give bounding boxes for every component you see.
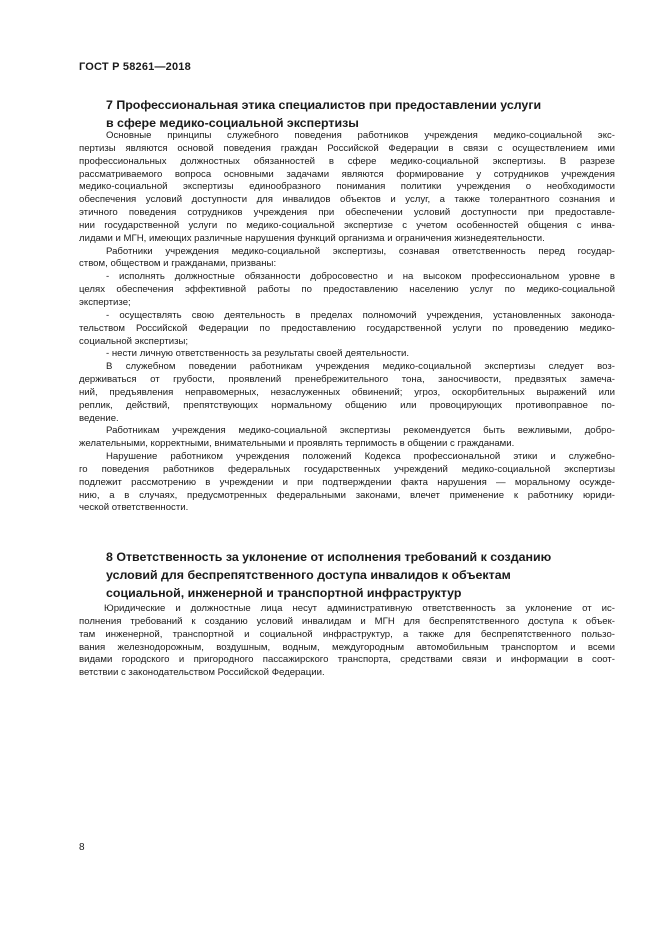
document-header: ГОСТ Р 58261—2018 bbox=[79, 61, 191, 73]
text-line: лидами и МГН, имеющих различные нарушения функций организма и ограничения жизнедеятельности. bbox=[79, 232, 545, 244]
text-line: ний, предъявления неправомерных, незаслуженных обвинений; угроз, оскорбительных выражений или bbox=[79, 386, 615, 398]
heading-line: в сфере медико-социальной экспертизы bbox=[106, 116, 359, 130]
text-line: Нарушение работником учреждения положений Кодекса профессиональной этики и служебно- bbox=[106, 451, 615, 463]
list-item-line: экспертизе; bbox=[79, 296, 131, 308]
heading-line: 7 Профессиональная этика специалистов при предоставлении услуги bbox=[106, 98, 542, 112]
text-line: профессиональных должностных обязанностей в сфере медико-социальной экспертизы. В разрезе bbox=[79, 155, 615, 167]
heading-line: социальной, инженерной и транспортной инфраструктур bbox=[106, 586, 462, 600]
text-line: обеспечения условий доступности для инвалидов объектов и услуг, а также толерантного сознания и bbox=[79, 194, 615, 206]
text-line: держиваться от грубости, проявлений пренебрежительного тона, заносчивости, предвзятых замеча- bbox=[79, 374, 615, 386]
list-item-line: - исполнять должностные обязанности добросовестно и на высоком профессиональном уровне в bbox=[106, 271, 615, 283]
text-line: видами городского и пригородного пассажирского транспорта, средствами связи и информации в соот- bbox=[79, 654, 615, 666]
text-line: вания железнодорожным, воздушным, водным, междугородным автомобильным транспортом и всеми bbox=[79, 641, 615, 653]
text-line: Работникам учреждения медико-социальной экспертизы рекомендуется быть вежливыми, добро- bbox=[106, 425, 615, 437]
text-line: рассматриваемого вопроса основными задачами являются формирование у сотрудников учреждения bbox=[79, 168, 615, 180]
text-line: ством, обществом и гражданами, призваны: bbox=[79, 258, 277, 270]
text-line: этичного поведения сотрудников учреждения при обеспечении условий доступности при предоставле- bbox=[79, 207, 615, 219]
text-line: реплик, действий, препятствующих нормальному общению или провоцирующих противоправное по- bbox=[79, 399, 615, 411]
list-item-line: целях обеспечения эффективной работы по предоставлению населению услуг по медико-социальной bbox=[79, 284, 615, 296]
page-number: 8 bbox=[79, 842, 85, 853]
section-8-heading bbox=[106, 548, 606, 602]
heading-line: условий для беспрепятственного доступа инвалидов к объектам bbox=[106, 568, 511, 582]
text-line: подлежит рассмотрению в учреждении и при подтверждении факта нарушения — моральному осужде- bbox=[79, 476, 615, 488]
text-line: желательными, корректными, внимательными и проявлять терпимость в общении с гражданами. bbox=[79, 438, 515, 450]
text-line: ческой ответственности. bbox=[79, 502, 189, 514]
text-line: Основные принципы служебного поведения работников учреждения медико-социальной экс- bbox=[106, 130, 615, 141]
text-line: нию, а в случаях, предусмотренных федеральными законами, влечет применение к работнику юриди- bbox=[79, 489, 615, 501]
text-line: медико-социальной экспертизы единообразного понимания политики учреждения о необходимости bbox=[79, 181, 615, 193]
list-item-line: социальной экспертизы; bbox=[79, 335, 189, 347]
text-line: пертизы являются основой поведения граждан Российской Федерации в связи с осуществлением ими bbox=[79, 142, 615, 154]
list-item-line: тельством Российской Федерации по предоставлению государственной услуги по проведению медико- bbox=[79, 322, 615, 334]
list-item-line: - осуществлять свою деятельность в пределах полномочий учреждения, установленных законода- bbox=[106, 309, 615, 321]
text-line: ведение. bbox=[79, 412, 119, 424]
text-line: там инженерной, транспортной и социальной инфраструктур, а также для беспрепятственного пользо- bbox=[79, 628, 615, 640]
text-line: Юридические и должностные лица несут административную ответственность за уклонение от ис- bbox=[104, 603, 615, 614]
text-line: ветствии с законодательством Российской Федерации. bbox=[79, 667, 325, 679]
section-7-body bbox=[79, 130, 615, 515]
heading-line: 8 Ответственность за уклонение от исполнения требований к созданию bbox=[106, 550, 552, 564]
section-8-body bbox=[79, 603, 615, 680]
text-line: полнения требований к созданию условий инвалидам и МГН для беспрепятственного доступа к объек- bbox=[79, 615, 615, 627]
section-7-heading bbox=[106, 96, 606, 132]
list-item-line: - нести личную ответственность за результаты своей деятельности. bbox=[106, 348, 410, 360]
text-line: го поведения работников федеральных государственных учреждений медико-социальной экспертизы bbox=[79, 463, 615, 475]
text-line: В служебном поведении работникам учреждения медико-социальной экспертизы следует воз- bbox=[106, 361, 615, 373]
text-line: нии государственной услуги по медико-социальной экспертизе с учетом особенностей общения с инва- bbox=[79, 219, 615, 231]
text-line: Работники учреждения медико-социальной экспертизы, сознавая ответственность перед государ- bbox=[106, 245, 615, 257]
